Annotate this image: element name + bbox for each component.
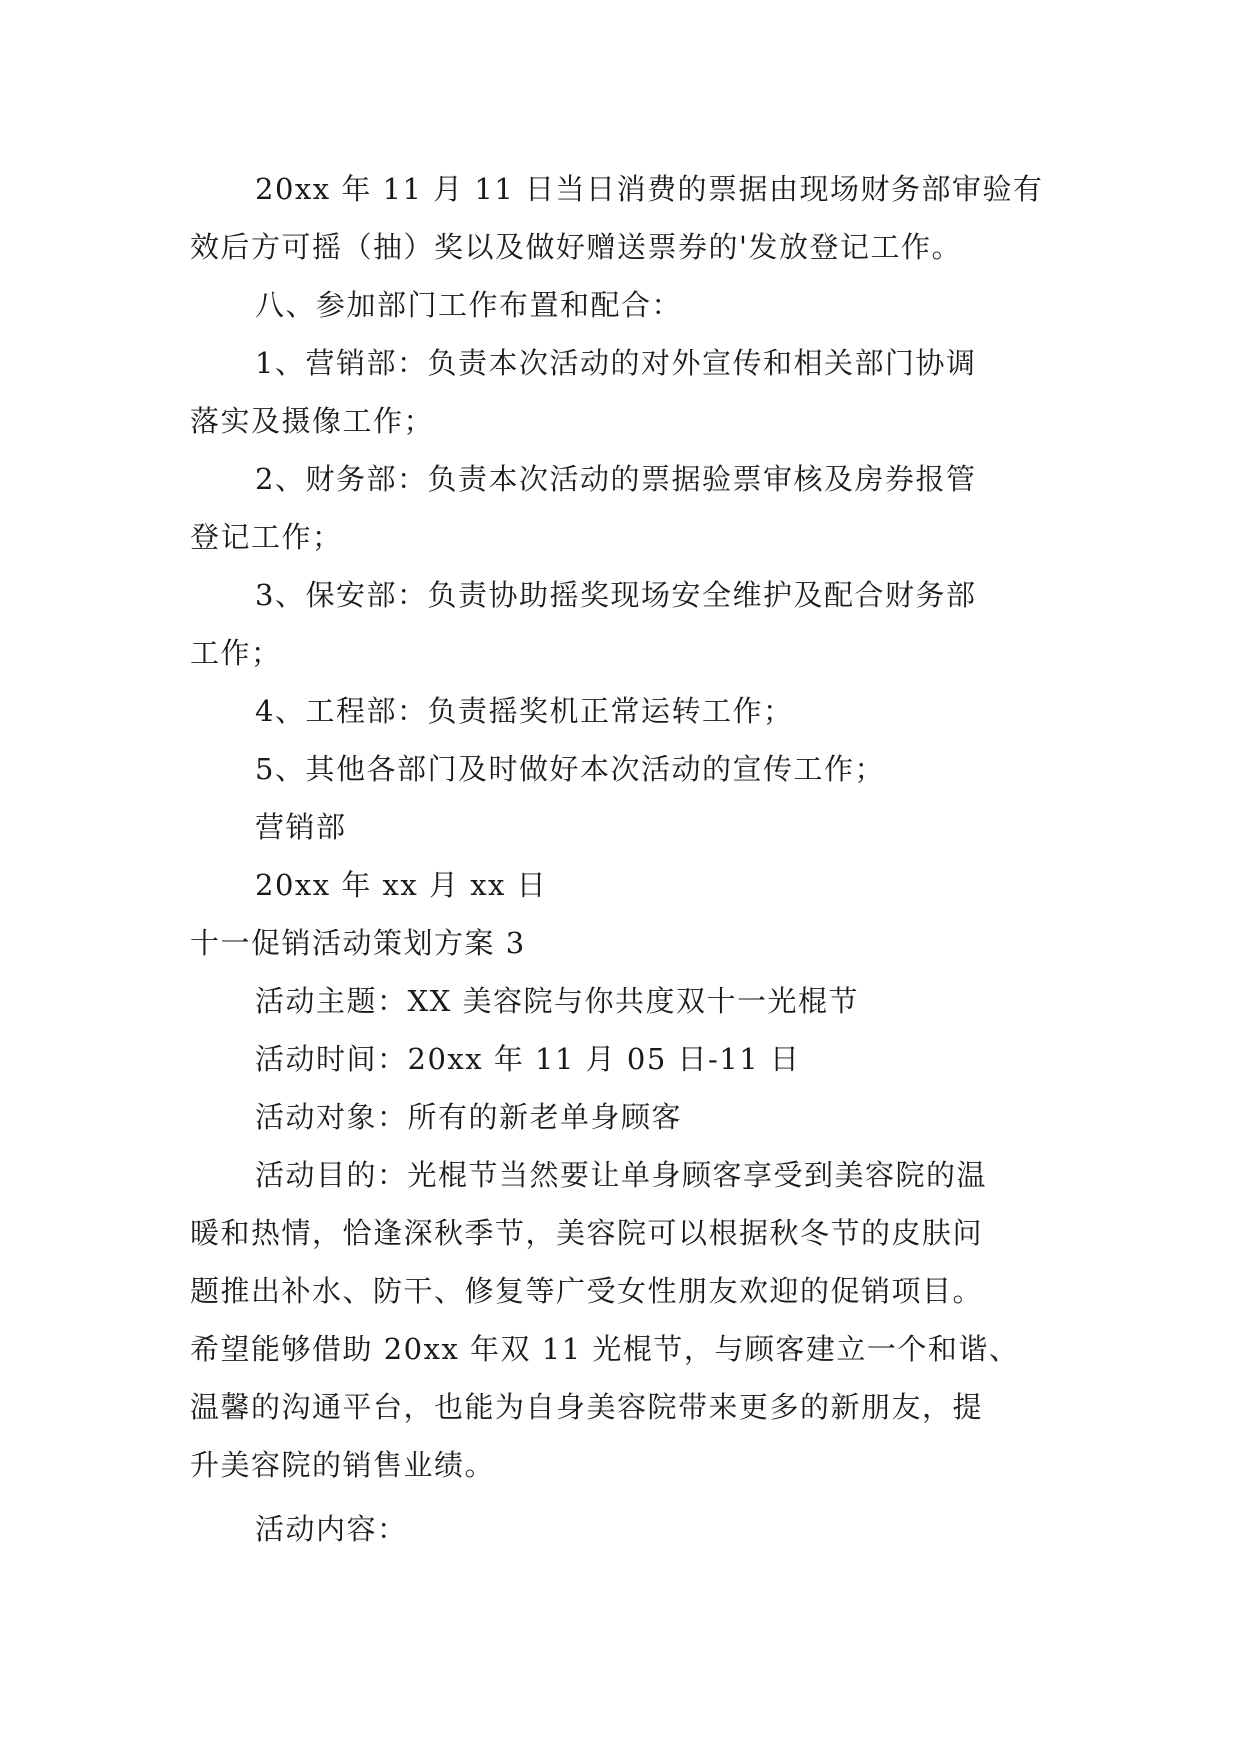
- signature-department: 营销部: [255, 810, 347, 844]
- text-line: 希望能够借助 20xx 年双 11 光棍节，与顾客建立一个和谐、: [190, 1332, 1020, 1366]
- text-line: 升美容院的销售业绩。: [190, 1448, 496, 1482]
- activity-theme: 活动主题：XX 美容院与你共度双十一光棍节: [255, 984, 860, 1018]
- text-line: 登记工作；: [190, 520, 343, 554]
- text-line: 题推出补水、防干、修复等广受女性朋友欢迎的促销项目。: [190, 1274, 984, 1308]
- document-title: 十一促销活动策划方案 3: [190, 926, 526, 960]
- list-item: 1、营销部：负责本次活动的对外宣传和相关部门协调: [255, 346, 977, 380]
- activity-purpose: 活动目的：光棍节当然要让单身顾客享受到美容院的温: [255, 1158, 988, 1192]
- activity-content-heading: 活动内容：: [255, 1512, 408, 1546]
- section-heading: 八、参加部门工作布置和配合：: [255, 288, 683, 322]
- list-item: 4、工程部：负责摇奖机正常运转工作；: [255, 694, 794, 728]
- text-line: 落实及摄像工作；: [190, 404, 435, 438]
- activity-time: 活动时间：20xx 年 11 月 05 日-11 日: [255, 1042, 801, 1076]
- text-line: 暖和热情，恰逢深秋季节，美容院可以根据秋冬节的皮肤问: [190, 1216, 984, 1250]
- text-line: 温馨的沟通平台，也能为自身美容院带来更多的新朋友，提: [190, 1390, 984, 1424]
- list-item: 5、其他各部门及时做好本次活动的宣传工作；: [255, 752, 885, 786]
- text-line: 效后方可摇（抽）奖以及做好赠送票券的'发放登记工作。: [190, 230, 962, 264]
- list-item: 2、财务部：负责本次活动的票据验票审核及房券报管: [255, 462, 977, 496]
- text-line: 工作；: [190, 636, 282, 670]
- activity-target: 活动对象：所有的新老单身顾客: [255, 1100, 683, 1134]
- text-line: 20xx 年 11 月 11 日当日消费的票据由现场财务部审验有: [255, 172, 1044, 206]
- signature-date: 20xx 年 xx 月 xx 日: [255, 868, 548, 902]
- list-item: 3、保安部：负责协助摇奖现场安全维护及配合财务部: [255, 578, 977, 612]
- document-body: [190, 160, 1050, 1558]
